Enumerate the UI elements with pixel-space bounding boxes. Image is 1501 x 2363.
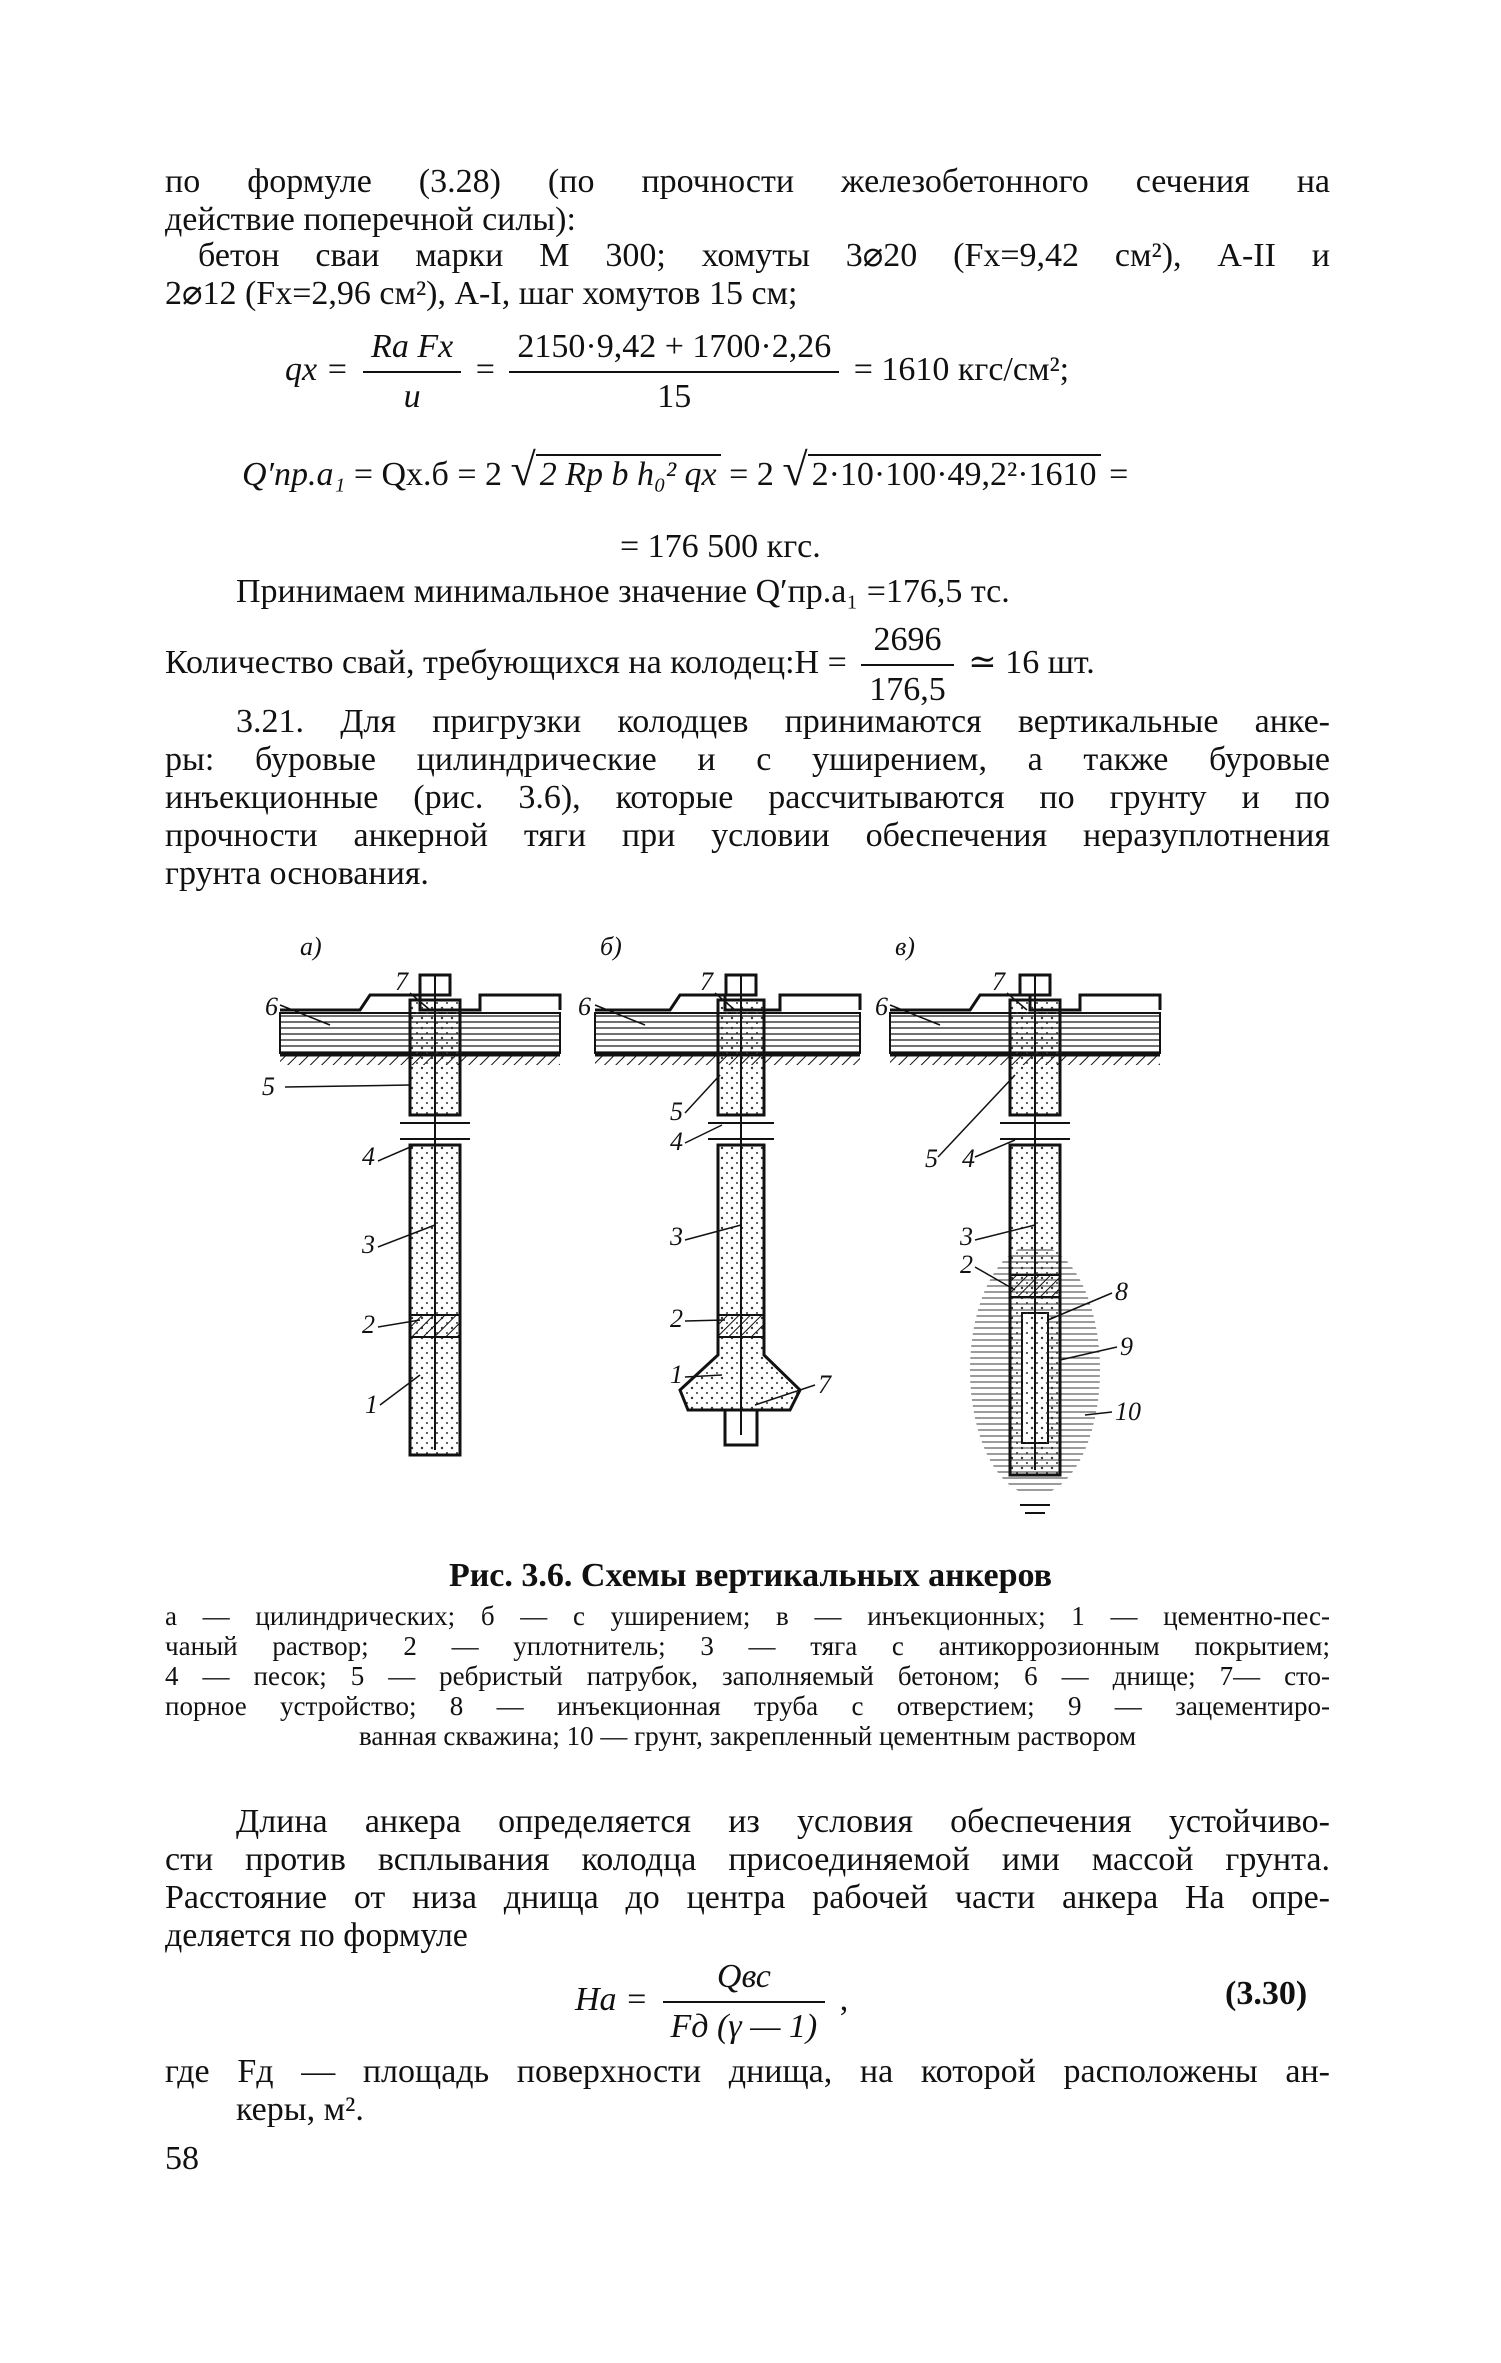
caption-line: 4 — песок; 5 — ребристый патрубок, заполняемый бетоном; 6 — днище; 7— сто- <box>165 1661 1330 1691</box>
fraction-denominator: 176,5 <box>869 671 946 708</box>
label-num: 1 <box>670 1360 683 1389</box>
sqrt-radicand: 2 Rр b h₀² qх <box>536 454 721 493</box>
fraction <box>663 1957 826 2047</box>
scheme-b <box>578 932 860 1445</box>
formula-lhs: Q′пр.а₁ <box>242 456 346 493</box>
paragraph-line: грунта основания. <box>165 855 429 892</box>
label-num: 10 <box>1115 1397 1141 1426</box>
label-num: 8 <box>1115 1277 1128 1306</box>
text-line: бетон сваи марки М 300; хомуты 3⌀20 (Fх=9,42 см²), А-II и <box>198 237 1330 274</box>
label-num: 5 <box>925 1144 938 1173</box>
label-b: б) <box>600 932 622 961</box>
sqrt-sign: √ <box>510 444 536 495</box>
text-line: действие поперечной силы): <box>165 201 576 238</box>
formula-lhs: Hа = <box>575 1980 648 2018</box>
label-num: 6 <box>578 992 591 1021</box>
caption-line: ванная скважина; 10 — грунт, закрепленный цементным раствором <box>358 1721 1137 1751</box>
sqrt-sign: √ <box>782 444 808 495</box>
label-num: 7 <box>818 1370 831 1399</box>
label-num: 3 <box>960 1222 973 1251</box>
label-a: а) <box>300 932 322 961</box>
fraction <box>861 620 954 710</box>
paragraph-line: сти против всплывания колодца присоединяемой ими массой грунта. <box>165 1841 1330 1878</box>
formula-mid: = 2 <box>729 456 774 493</box>
label-num: 7 <box>992 967 1005 996</box>
caption-line: порное устройство; 8 — инъекционная труба с отверстием; 9 — зацементиро- <box>165 1691 1330 1721</box>
anchor-schemes-figure <box>262 932 1310 1540</box>
fraction-numerator: Rа Fх <box>363 327 461 373</box>
formula-tail: = <box>1109 456 1129 493</box>
formula-result: ≃ 16 шт. <box>968 643 1095 681</box>
fraction-denominator: Fд (γ — 1) <box>670 2008 818 2045</box>
scheme-a <box>262 932 560 1455</box>
formula-comma: , <box>839 1980 849 2018</box>
label-num: 5 <box>262 1072 275 1101</box>
label-num: 7 <box>395 967 408 996</box>
fraction-denominator: 15 <box>657 378 692 415</box>
page-number: 58 <box>165 2140 199 2177</box>
paragraph-line: где Fд — площадь поверхности днища, на которой расположены ан- <box>165 2053 1330 2090</box>
paragraph-line: ры: буровые цилиндрические и с уширением, а также буровые <box>165 741 1330 778</box>
paragraph-line: керы, м². <box>236 2091 364 2128</box>
fraction-numerator: 2150·9,42 + 1700·2,26 <box>509 327 839 373</box>
formula-mid: = Qх.б = 2 <box>353 456 503 493</box>
label-num: 4 <box>962 1144 975 1173</box>
label-num: 4 <box>362 1142 375 1171</box>
label-num: 6 <box>265 992 278 1021</box>
text-line: Принимаем минимальное значение Q′пр.а₁ =176,5 тс. <box>236 573 1010 610</box>
fraction <box>509 327 839 417</box>
formula-number: (3.30) <box>1225 1975 1308 2012</box>
fraction-numerator: 2696 <box>861 620 954 666</box>
text-line: по формуле (3.28) (по прочности железобетонного сечения на <box>165 163 1330 200</box>
label-num: 2 <box>362 1310 375 1339</box>
formula-text: Количество свай, требующихся на колодец:Н = <box>165 643 847 681</box>
formula-count <box>165 620 1095 710</box>
fraction-numerator: Qвс <box>663 1957 826 2003</box>
fraction <box>363 327 461 417</box>
figure-caption-title: Рис. 3.6. Схемы вертикальных анкеров <box>448 1557 1053 1594</box>
caption-line: чаный раствор; 2 — уплотнитель; 3 — тяга с антикоррозионным покрытием; <box>165 1631 1330 1661</box>
scheme-c <box>875 932 1160 1513</box>
label-num: 1 <box>365 1390 378 1419</box>
paragraph-line: Расстояние от низа днища до центра рабочей части анкера Hа опре- <box>165 1879 1330 1916</box>
text-line: 2⌀12 (Fх=2,96 см²), А-I, шаг хомутов 15 см; <box>165 275 798 312</box>
label-num: 5 <box>670 1097 683 1126</box>
sqrt-radicand: 2·10·100·49,2²·1610 <box>808 454 1101 493</box>
formula-qx <box>285 327 1069 417</box>
formula-lhs: qх = <box>285 350 349 388</box>
label-num: 2 <box>960 1250 973 1279</box>
caption-line: а — цилиндрических; б — с уширением; в — инъекционных; 1 — цементно-пес- <box>165 1601 1330 1631</box>
label-num: 7 <box>700 967 713 996</box>
label-num: 3 <box>362 1230 375 1259</box>
label-num: 3 <box>670 1222 683 1251</box>
formula-q-result: = 176 500 кгс. <box>620 528 821 565</box>
paragraph-line: Длина анкера определяется из условия обеспечения устойчиво- <box>236 1803 1330 1840</box>
label-c: в) <box>895 932 915 961</box>
equals-sign: = <box>475 350 495 388</box>
paragraph-line: 3.21. Для пригрузки колодцев принимаются вертикальные анке- <box>236 703 1330 740</box>
paragraph-line: прочности анкерной тяги при условии обеспечения неразуплотнения <box>165 817 1330 854</box>
paragraph-line: инъекционные (рис. 3.6), которые рассчитываются по грунту и по <box>165 779 1330 816</box>
formula-result: = 1610 кгс/см²; <box>853 350 1070 388</box>
label-num: 9 <box>1120 1332 1133 1361</box>
fraction-denominator: u <box>403 378 421 415</box>
label-num: 4 <box>670 1127 683 1156</box>
paragraph-line: деляется по формуле <box>165 1917 468 1954</box>
formula-q <box>242 444 1129 495</box>
formula-ha <box>575 1957 848 2047</box>
label-num: 2 <box>670 1304 683 1333</box>
label-num: 6 <box>875 992 888 1021</box>
